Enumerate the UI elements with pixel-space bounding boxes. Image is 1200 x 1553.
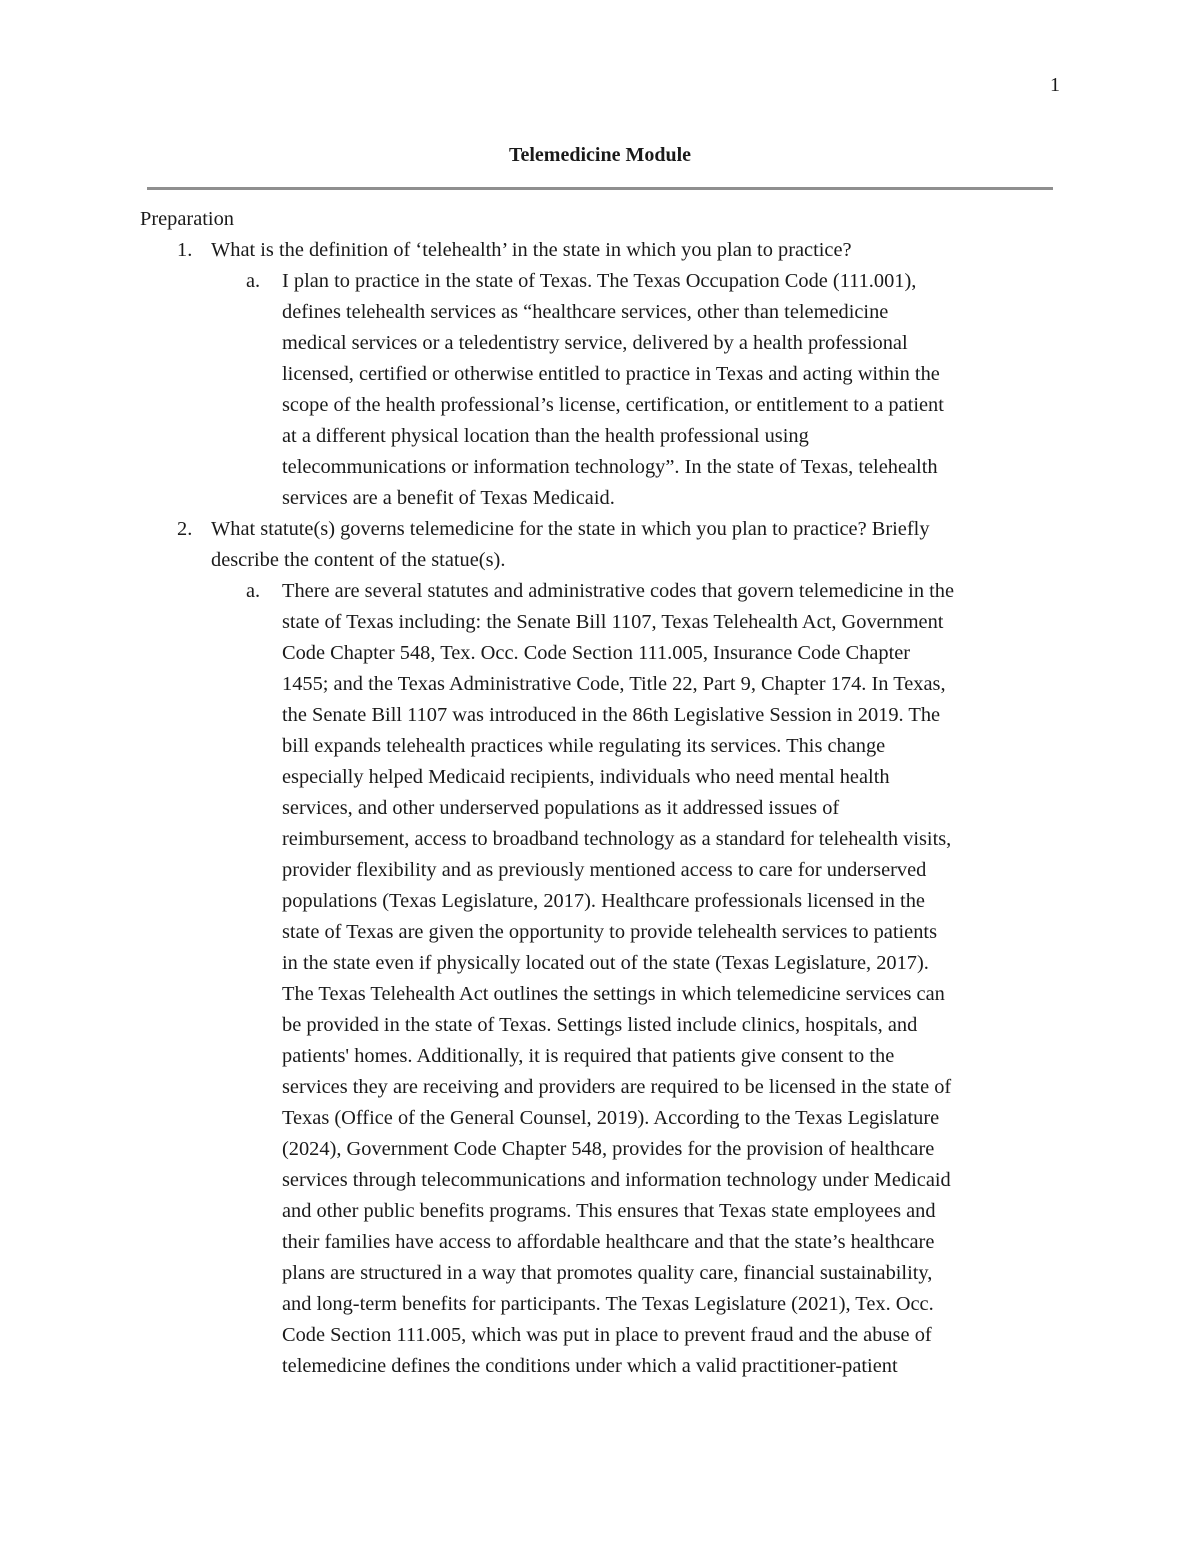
- question-text-line: describe the content of the statue(s).: [211, 549, 506, 571]
- answer-text-line: There are several statutes and administrative codes that govern telemedicine in the: [282, 580, 955, 602]
- question-list: [140, 235, 1065, 1382]
- question-number: 2.: [177, 518, 193, 540]
- answer-text: [282, 576, 1065, 1382]
- question-text: [211, 235, 1065, 266]
- question-item: [140, 235, 1065, 514]
- answer-text: [282, 266, 1065, 514]
- answer-text-line: services through telecommunications and information technology under Medicaid: [282, 1169, 951, 1191]
- answer-text-line: and long-term benefits for participants. The Texas Legislature (2021), Tex. Occ.: [282, 1293, 934, 1315]
- answer-text-line: the Senate Bill 1107 was introduced in the 86th Legislative Session in 2019. The: [282, 704, 941, 726]
- answer-text-line: their families have access to affordable healthcare and that the state’s healthcare: [282, 1231, 935, 1253]
- answer-text-line: state of Texas including: the Senate Bill 1107, Texas Telehealth Act, Government: [282, 611, 944, 633]
- answer-text-line: (2024), Government Code Chapter 548, provides for the provision of healthcare: [282, 1138, 935, 1160]
- answer-text-line: plans are structured in a way that promotes quality care, financial sustainability,: [282, 1262, 933, 1284]
- answer-text-line: in the state even if physically located out of the state (Texas Legislature, 2017).: [282, 952, 929, 974]
- answer-text-line: medical services or a teledentistry service, delivered by a health professional: [282, 332, 908, 354]
- answer-text-line: The Texas Telehealth Act outlines the settings in which telemedicine services can: [282, 983, 945, 1005]
- answer-text-line: scope of the health professional’s license, certification, or entitlement to a patient: [282, 394, 944, 416]
- title-divider: [147, 187, 1053, 190]
- answer-letter: a.: [246, 580, 261, 602]
- answer-text-line: services they are receiving and providers are required to be licensed in the state of: [282, 1076, 952, 1098]
- answer-text-line: bill expands telehealth practices while regulating its services. This change: [282, 735, 886, 757]
- document-title: Telemedicine Module: [508, 144, 692, 166]
- question-number: 1.: [177, 239, 193, 261]
- answer-text-line: Code Chapter 548, Tex. Occ. Code Section 111.005, Insurance Code Chapter: [282, 642, 911, 664]
- answer-text-line: licensed, certified or otherwise entitled to practice in Texas and acting within the: [282, 363, 940, 385]
- answer-list: [211, 266, 1065, 514]
- answer-text-line: telemedicine defines the conditions under which a valid practitioner-patient: [282, 1355, 898, 1377]
- answer-text-line: Texas (Office of the General Counsel, 2019). According to the Texas Legislature: [282, 1107, 940, 1129]
- answer-text-line: provider flexibility and as previously mentioned access to care for underserved: [282, 859, 927, 881]
- answer-text-line: especially helped Medicaid recipients, individuals who need mental health: [282, 766, 890, 788]
- document-body: [140, 204, 1065, 1382]
- answer-text-line: services, and other underserved populations as it addressed issues of: [282, 797, 840, 819]
- answer-item: [211, 576, 1065, 1382]
- answer-list: [211, 576, 1065, 1382]
- answer-text-line: I plan to practice in the state of Texas. The Texas Occupation Code (111.001),: [282, 270, 917, 292]
- answer-letter: a.: [246, 270, 261, 292]
- answer-text-line: be provided in the state of Texas. Settings listed include clinics, hospitals, and: [282, 1014, 918, 1036]
- answer-text-line: Code Section 111.005, which was put in place to prevent fraud and the abuse of: [282, 1324, 932, 1346]
- answer-text-line: 1455; and the Texas Administrative Code, Title 22, Part 9, Chapter 174. In Texas,: [282, 673, 946, 695]
- question-item: [140, 514, 1065, 1382]
- answer-text-line: populations (Texas Legislature, 2017). Healthcare professionals licensed in the: [282, 890, 925, 912]
- answer-text-line: state of Texas are given the opportunity to provide telehealth services to patients: [282, 921, 938, 943]
- question-text-line: What statute(s) governs telemedicine for the state in which you plan to practice? Briefly: [211, 518, 930, 540]
- answer-item: [211, 266, 1065, 514]
- page-number: 1: [1050, 74, 1060, 96]
- answer-text-line: and other public benefits programs. This ensures that Texas state employees and: [282, 1200, 936, 1222]
- answer-text-line: at a different physical location than the health professional using: [282, 425, 809, 447]
- answer-text-line: telecommunications or information technology”. In the state of Texas, telehealth: [282, 456, 938, 478]
- question-text-line: What is the definition of ‘telehealth’ in the state in which you plan to practice?: [211, 239, 852, 261]
- question-text: [211, 514, 1065, 576]
- answer-text-line: services are a benefit of Texas Medicaid.: [282, 487, 615, 509]
- section-heading: Preparation: [140, 208, 234, 230]
- answer-text-line: patients' homes. Additionally, it is required that patients give consent to the: [282, 1045, 895, 1067]
- answer-text-line: reimbursement, access to broadband technology as a standard for telehealth visits,: [282, 828, 952, 850]
- answer-text-line: defines telehealth services as “healthcare services, other than telemedicine: [282, 301, 889, 323]
